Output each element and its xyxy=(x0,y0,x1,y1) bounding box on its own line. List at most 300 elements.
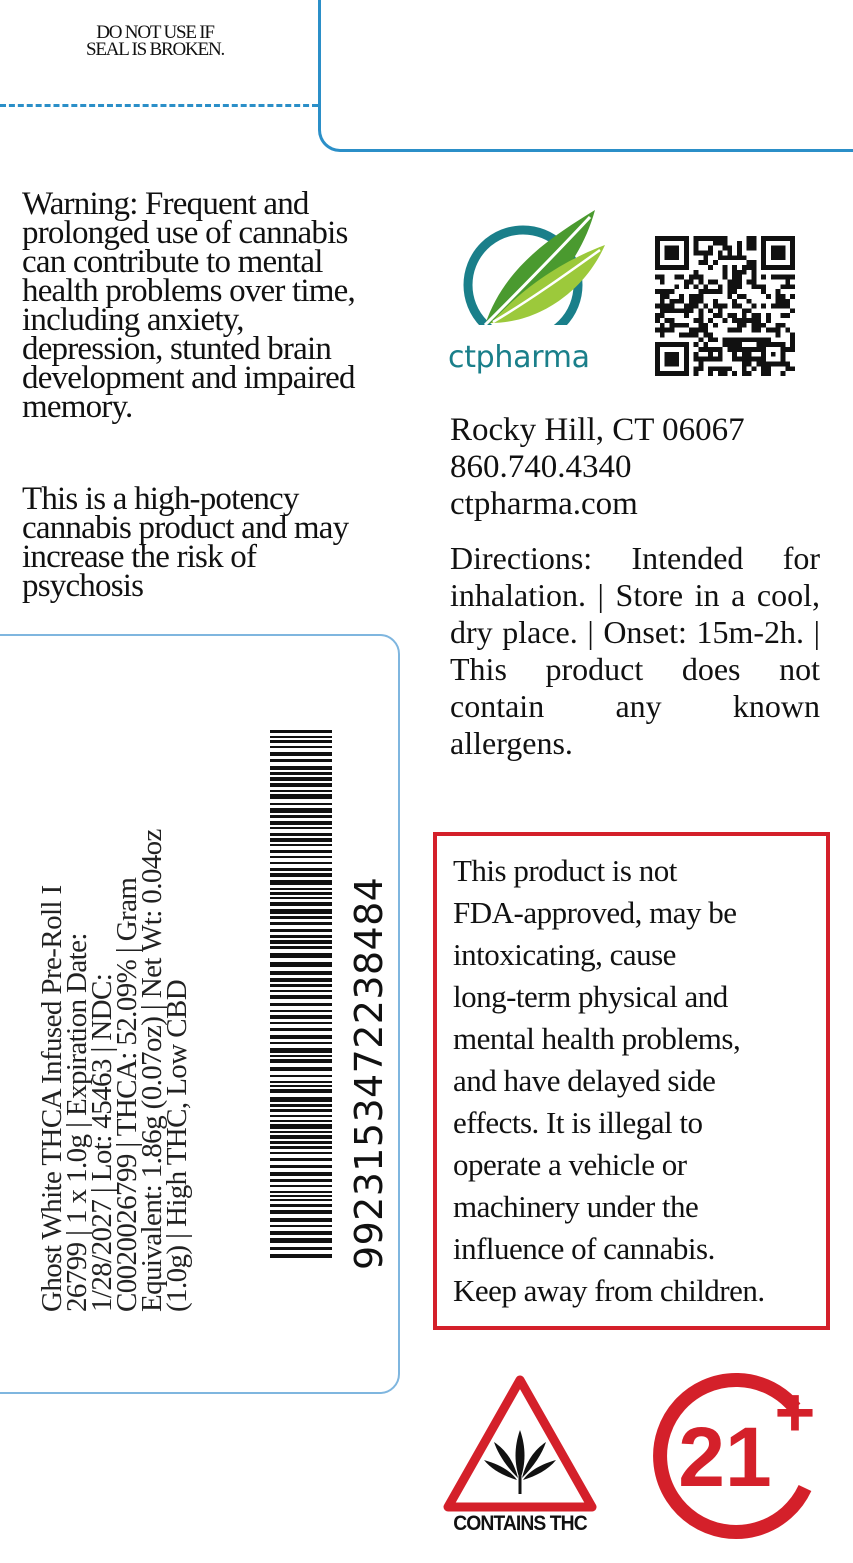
seal-line-1: DO NOT USE IF xyxy=(96,22,214,43)
barcode-bar xyxy=(270,736,332,738)
qr-module xyxy=(718,371,723,376)
qr-module xyxy=(747,279,752,284)
qr-module xyxy=(752,270,757,275)
qr-module xyxy=(761,304,766,309)
barcode-bar xyxy=(270,783,332,787)
qr-module xyxy=(761,337,766,342)
barcode-bar xyxy=(270,902,332,906)
qr-module xyxy=(660,289,665,294)
qr-module xyxy=(785,284,790,289)
qr-module xyxy=(689,294,694,299)
qr-module xyxy=(708,308,713,313)
barcode-bar xyxy=(270,995,332,999)
barcode-bar xyxy=(270,1035,332,1039)
qr-module xyxy=(742,366,747,371)
address-website: ctpharma.com xyxy=(450,486,638,522)
qr-module xyxy=(727,255,732,260)
mental-health-warning xyxy=(22,186,422,425)
qr-module xyxy=(752,275,757,280)
qr-module xyxy=(756,313,761,318)
qr-module xyxy=(679,275,684,280)
qr-module xyxy=(689,308,694,313)
qr-module xyxy=(752,236,757,241)
qr-module xyxy=(655,304,660,309)
qr-module xyxy=(669,328,674,333)
seal-line-2: SEAL IS BROKEN. xyxy=(85,39,225,60)
barcode-bar xyxy=(270,962,332,967)
qr-module xyxy=(689,275,694,280)
qr-module xyxy=(766,366,771,371)
qr-module xyxy=(723,371,728,376)
potency-line: increase the risk of xyxy=(22,539,257,575)
qr-module xyxy=(718,236,723,241)
qr-module xyxy=(732,371,737,376)
qr-module xyxy=(698,362,703,367)
barcode-bar xyxy=(270,1131,332,1133)
qr-module xyxy=(713,323,718,328)
potency-line: psychosis xyxy=(22,568,144,604)
qr-module xyxy=(742,313,747,318)
qr-module xyxy=(742,362,747,367)
qr-module xyxy=(694,246,699,251)
qr-module xyxy=(708,347,713,352)
qr-module xyxy=(660,323,665,328)
qr-module xyxy=(732,255,737,260)
qr-module xyxy=(718,357,723,362)
qr-module xyxy=(756,342,761,347)
fda-line: operate a vehicle or xyxy=(453,1147,687,1182)
qr-module xyxy=(689,299,694,304)
barcode-bar xyxy=(270,794,332,799)
qr-module xyxy=(689,304,694,309)
qr-module xyxy=(718,308,723,313)
barcode-bar xyxy=(270,1042,332,1044)
barcode-bar xyxy=(270,803,332,805)
qr-module xyxy=(747,362,752,367)
qr-module xyxy=(694,284,699,289)
qr-module xyxy=(708,371,713,376)
qr-module xyxy=(694,250,699,255)
qr-module xyxy=(752,323,757,328)
qr-module xyxy=(790,284,795,289)
qr-module xyxy=(727,313,732,318)
qr-module xyxy=(698,313,703,318)
barcode-bar xyxy=(270,1158,332,1161)
barcode-bar xyxy=(270,880,332,885)
qr-module xyxy=(732,275,737,280)
qr-module xyxy=(674,275,679,280)
qr-module xyxy=(766,318,771,323)
qr-module xyxy=(732,352,737,357)
qr-module xyxy=(752,265,757,270)
qr-module xyxy=(698,323,703,328)
barcode-bar xyxy=(270,873,332,877)
qr-module xyxy=(790,366,795,371)
qr-module xyxy=(732,337,737,342)
qr-module xyxy=(713,260,718,265)
qr-module xyxy=(727,347,732,352)
qr-module xyxy=(752,246,757,251)
qr-module xyxy=(694,357,699,362)
qr-module xyxy=(781,294,786,299)
qr-module xyxy=(737,318,742,323)
qr-module xyxy=(756,337,761,342)
qr-module xyxy=(674,284,679,289)
qr-module xyxy=(742,371,747,376)
qr-module xyxy=(694,352,699,357)
barcode-bar xyxy=(270,1120,332,1122)
qr-module xyxy=(737,241,742,246)
product-info-line: C0020026799 | THCA: 52.09% | Gram xyxy=(111,877,143,1312)
tear-line-divider xyxy=(0,104,318,107)
qr-module xyxy=(708,246,713,251)
qr-module xyxy=(785,304,790,309)
qr-module xyxy=(766,328,771,333)
qr-module xyxy=(785,328,790,333)
barcode-bar xyxy=(270,1067,332,1071)
barcode-bar xyxy=(270,978,332,982)
qr-module xyxy=(732,299,737,304)
qr-module xyxy=(737,270,742,275)
qr-module xyxy=(727,294,732,299)
qr-module xyxy=(737,250,742,255)
qr-module xyxy=(742,255,747,260)
fda-line: influence of cannabis. xyxy=(453,1231,715,1266)
qr-module xyxy=(737,275,742,280)
qr-module xyxy=(742,318,747,323)
qr-module xyxy=(684,333,689,338)
qr-module xyxy=(698,260,703,265)
qr-module xyxy=(742,270,747,275)
barcode-bar xyxy=(270,946,332,949)
product-info-line: (1.0g) | High THC, Low CBD xyxy=(161,979,193,1312)
fda-line: This product is not xyxy=(453,853,677,888)
barcode-bar xyxy=(270,916,332,919)
barcode-bars xyxy=(270,730,332,1260)
qr-module xyxy=(665,304,670,309)
qr-module xyxy=(703,260,708,265)
qr-module xyxy=(756,362,761,367)
qr-module xyxy=(776,275,781,280)
barcode-bar xyxy=(270,909,332,914)
qr-module xyxy=(698,347,703,352)
qr-module xyxy=(781,323,786,328)
qr-module xyxy=(747,236,752,241)
qr-module xyxy=(785,362,790,367)
qr-module xyxy=(703,250,708,255)
qr-module xyxy=(732,318,737,323)
qr-module xyxy=(747,260,752,265)
qr-module xyxy=(727,328,732,333)
qr-module xyxy=(737,284,742,289)
qr-module xyxy=(732,357,737,362)
qr-module xyxy=(703,255,708,260)
barcode-bar xyxy=(270,1218,332,1222)
qr-module xyxy=(747,337,752,342)
qr-module xyxy=(713,289,718,294)
qr-module xyxy=(732,313,737,318)
qr-module xyxy=(732,347,737,352)
product-info-line: Ghost White THCA Infused Pre-Roll I xyxy=(36,885,68,1312)
qr-module xyxy=(732,304,737,309)
warning-line: depression, stunted brain xyxy=(22,331,332,367)
qr-module xyxy=(727,366,732,371)
qr-module xyxy=(742,347,747,352)
qr-module xyxy=(752,241,757,246)
qr-module xyxy=(727,250,732,255)
qr-module xyxy=(703,342,708,347)
qr-module xyxy=(713,236,718,241)
qr-module xyxy=(737,337,742,342)
qr-module xyxy=(723,304,728,309)
qr-module xyxy=(694,328,699,333)
qr-module xyxy=(718,250,723,255)
barcode-bar xyxy=(270,1179,332,1182)
qr-code-icon[interactable] xyxy=(655,236,795,376)
barcode-bar xyxy=(270,740,332,743)
qr-module xyxy=(732,342,737,347)
qr-module xyxy=(785,299,790,304)
qr-module xyxy=(756,357,761,362)
qr-module xyxy=(660,308,665,313)
qr-module xyxy=(713,241,718,246)
barcode-bar xyxy=(270,1172,332,1176)
address-city: Rocky Hill, CT 06067 xyxy=(450,412,745,448)
barcode-bar xyxy=(270,1124,332,1129)
barcode-bar xyxy=(270,1225,332,1227)
qr-module xyxy=(752,357,757,362)
qr-module xyxy=(703,284,708,289)
qr-module xyxy=(694,304,699,309)
barcode-bar xyxy=(270,856,332,858)
barcode-bar xyxy=(270,827,332,829)
qr-module xyxy=(732,328,737,333)
qr-module xyxy=(689,333,694,338)
qr-module xyxy=(718,347,723,352)
qr-module xyxy=(781,284,786,289)
barcode-bar xyxy=(270,1104,332,1107)
qr-module xyxy=(684,313,689,318)
age-21-plus-icon xyxy=(645,1368,830,1548)
qr-module xyxy=(790,275,795,280)
qr-module xyxy=(737,357,742,362)
barcode-bar xyxy=(270,844,332,846)
qr-module xyxy=(761,284,766,289)
qr-module xyxy=(771,246,785,260)
barcode-bar xyxy=(270,1165,332,1168)
barcode-bar xyxy=(270,850,332,853)
qr-module xyxy=(694,275,699,280)
qr-module xyxy=(747,308,752,313)
qr-module xyxy=(655,328,660,333)
qr-module xyxy=(698,328,703,333)
warning-line: including anxiety, xyxy=(22,302,244,338)
qr-module xyxy=(761,275,766,280)
qr-module xyxy=(761,323,766,328)
age-plus-text: + xyxy=(774,1373,816,1451)
barcode-bar xyxy=(270,1003,332,1006)
barcode-bar xyxy=(270,808,332,813)
qr-module xyxy=(747,246,752,251)
qr-module xyxy=(756,284,761,289)
qr-module xyxy=(737,342,742,347)
qr-module xyxy=(732,284,737,289)
qr-module xyxy=(689,279,694,284)
qr-module xyxy=(708,357,713,362)
qr-module xyxy=(665,318,670,323)
product-info-line: 1/28/2027 | Lot: 45463 | NDC: xyxy=(86,973,118,1312)
qr-module xyxy=(665,352,679,366)
barcode-bar xyxy=(270,759,332,762)
qr-module xyxy=(694,342,699,347)
barcode-number: 992315347223848​4 xyxy=(347,876,391,1270)
qr-module xyxy=(713,366,718,371)
qr-module xyxy=(727,289,732,294)
qr-module xyxy=(698,289,703,294)
qr-module xyxy=(737,323,742,328)
qr-module xyxy=(718,289,723,294)
barcode-bar xyxy=(270,746,332,748)
qr-module xyxy=(776,333,781,338)
qr-module xyxy=(694,270,699,275)
qr-module xyxy=(752,313,757,318)
qr-module xyxy=(727,337,732,342)
barcode-bar xyxy=(270,1028,332,1031)
qr-module xyxy=(698,294,703,299)
qr-module xyxy=(665,289,670,294)
qr-module xyxy=(703,357,708,362)
barcode-bar xyxy=(270,1238,332,1243)
qr-module xyxy=(752,318,757,323)
qr-module xyxy=(766,371,771,376)
barcode-bar xyxy=(270,1135,332,1139)
qr-module xyxy=(655,275,660,280)
qr-module xyxy=(727,246,732,251)
qr-module xyxy=(790,347,795,352)
qr-module xyxy=(761,371,766,376)
qr-module xyxy=(694,318,699,323)
barcode-bar xyxy=(270,838,332,842)
qr-module xyxy=(776,294,781,299)
qr-module xyxy=(713,299,718,304)
qr-module xyxy=(655,289,660,294)
qr-module xyxy=(771,304,776,309)
qr-module xyxy=(713,357,718,362)
qr-module xyxy=(718,255,723,260)
qr-module xyxy=(742,265,747,270)
qr-module xyxy=(674,323,679,328)
qr-module xyxy=(718,304,723,309)
barcode-bar xyxy=(270,1141,332,1144)
qr-module xyxy=(723,342,728,347)
qr-module xyxy=(665,328,670,333)
qr-module xyxy=(756,328,761,333)
qr-module xyxy=(742,357,747,362)
barcode-bar xyxy=(270,1109,332,1112)
potency-line: cannabis product and may xyxy=(22,510,349,546)
qr-module xyxy=(761,289,766,294)
barcode-bar xyxy=(270,897,332,899)
qr-module xyxy=(781,275,786,280)
qr-module xyxy=(708,318,713,323)
qr-module xyxy=(713,304,718,309)
qr-module xyxy=(742,323,747,328)
qr-module xyxy=(698,299,703,304)
barcode-bar xyxy=(270,892,332,895)
qr-module xyxy=(703,289,708,294)
barcode-bar xyxy=(270,922,332,925)
qr-module xyxy=(776,299,781,304)
barcode-bar xyxy=(270,790,332,792)
barcode-bar xyxy=(270,1191,332,1193)
qr-module xyxy=(727,342,732,347)
barcode-bar xyxy=(270,815,332,818)
qr-module xyxy=(785,366,790,371)
qr-module xyxy=(723,241,728,246)
barcode-bar xyxy=(270,1059,332,1063)
qr-module xyxy=(703,328,708,333)
qr-module xyxy=(694,299,699,304)
company-address xyxy=(450,412,830,523)
barcode-bar xyxy=(270,862,332,864)
barcode-bar xyxy=(270,984,332,987)
qr-module xyxy=(698,357,703,362)
warning-line: can contribute to mental xyxy=(22,244,323,280)
qr-module xyxy=(723,275,728,280)
qr-module xyxy=(689,328,694,333)
qr-module xyxy=(703,347,708,352)
qr-module xyxy=(698,250,703,255)
fda-line: machinery under the xyxy=(453,1189,699,1224)
qr-module xyxy=(737,246,742,251)
qr-module xyxy=(708,366,713,371)
barcode-bar xyxy=(270,935,332,938)
qr-module xyxy=(747,371,752,376)
qr-module xyxy=(781,299,786,304)
qr-module xyxy=(708,289,713,294)
qr-module xyxy=(752,304,757,309)
qr-module xyxy=(669,304,674,309)
barcode-bar xyxy=(270,752,332,756)
qr-module xyxy=(660,328,665,333)
qr-module xyxy=(761,366,766,371)
contains-thc-label: CONTAINS THC xyxy=(453,1512,587,1535)
qr-module xyxy=(708,352,713,357)
qr-module xyxy=(698,366,703,371)
qr-module xyxy=(747,347,752,352)
qr-module xyxy=(669,308,674,313)
qr-module xyxy=(737,304,742,309)
qr-module xyxy=(669,323,674,328)
qr-module xyxy=(708,265,713,270)
qr-module xyxy=(771,328,776,333)
qr-module xyxy=(776,289,781,294)
qr-module xyxy=(752,337,757,342)
qr-module xyxy=(660,294,665,299)
qr-module xyxy=(742,294,747,299)
barcode-bar xyxy=(270,1254,332,1258)
qr-module xyxy=(703,304,708,309)
barcode-bar xyxy=(270,888,332,890)
qr-module xyxy=(694,241,699,246)
qr-module xyxy=(752,260,757,265)
barcode-bar xyxy=(270,1247,332,1250)
qr-module xyxy=(698,236,703,241)
qr-module xyxy=(698,279,703,284)
barcode-bar xyxy=(270,1210,332,1214)
qr-module xyxy=(756,347,761,352)
barcode-bar xyxy=(270,1115,332,1117)
